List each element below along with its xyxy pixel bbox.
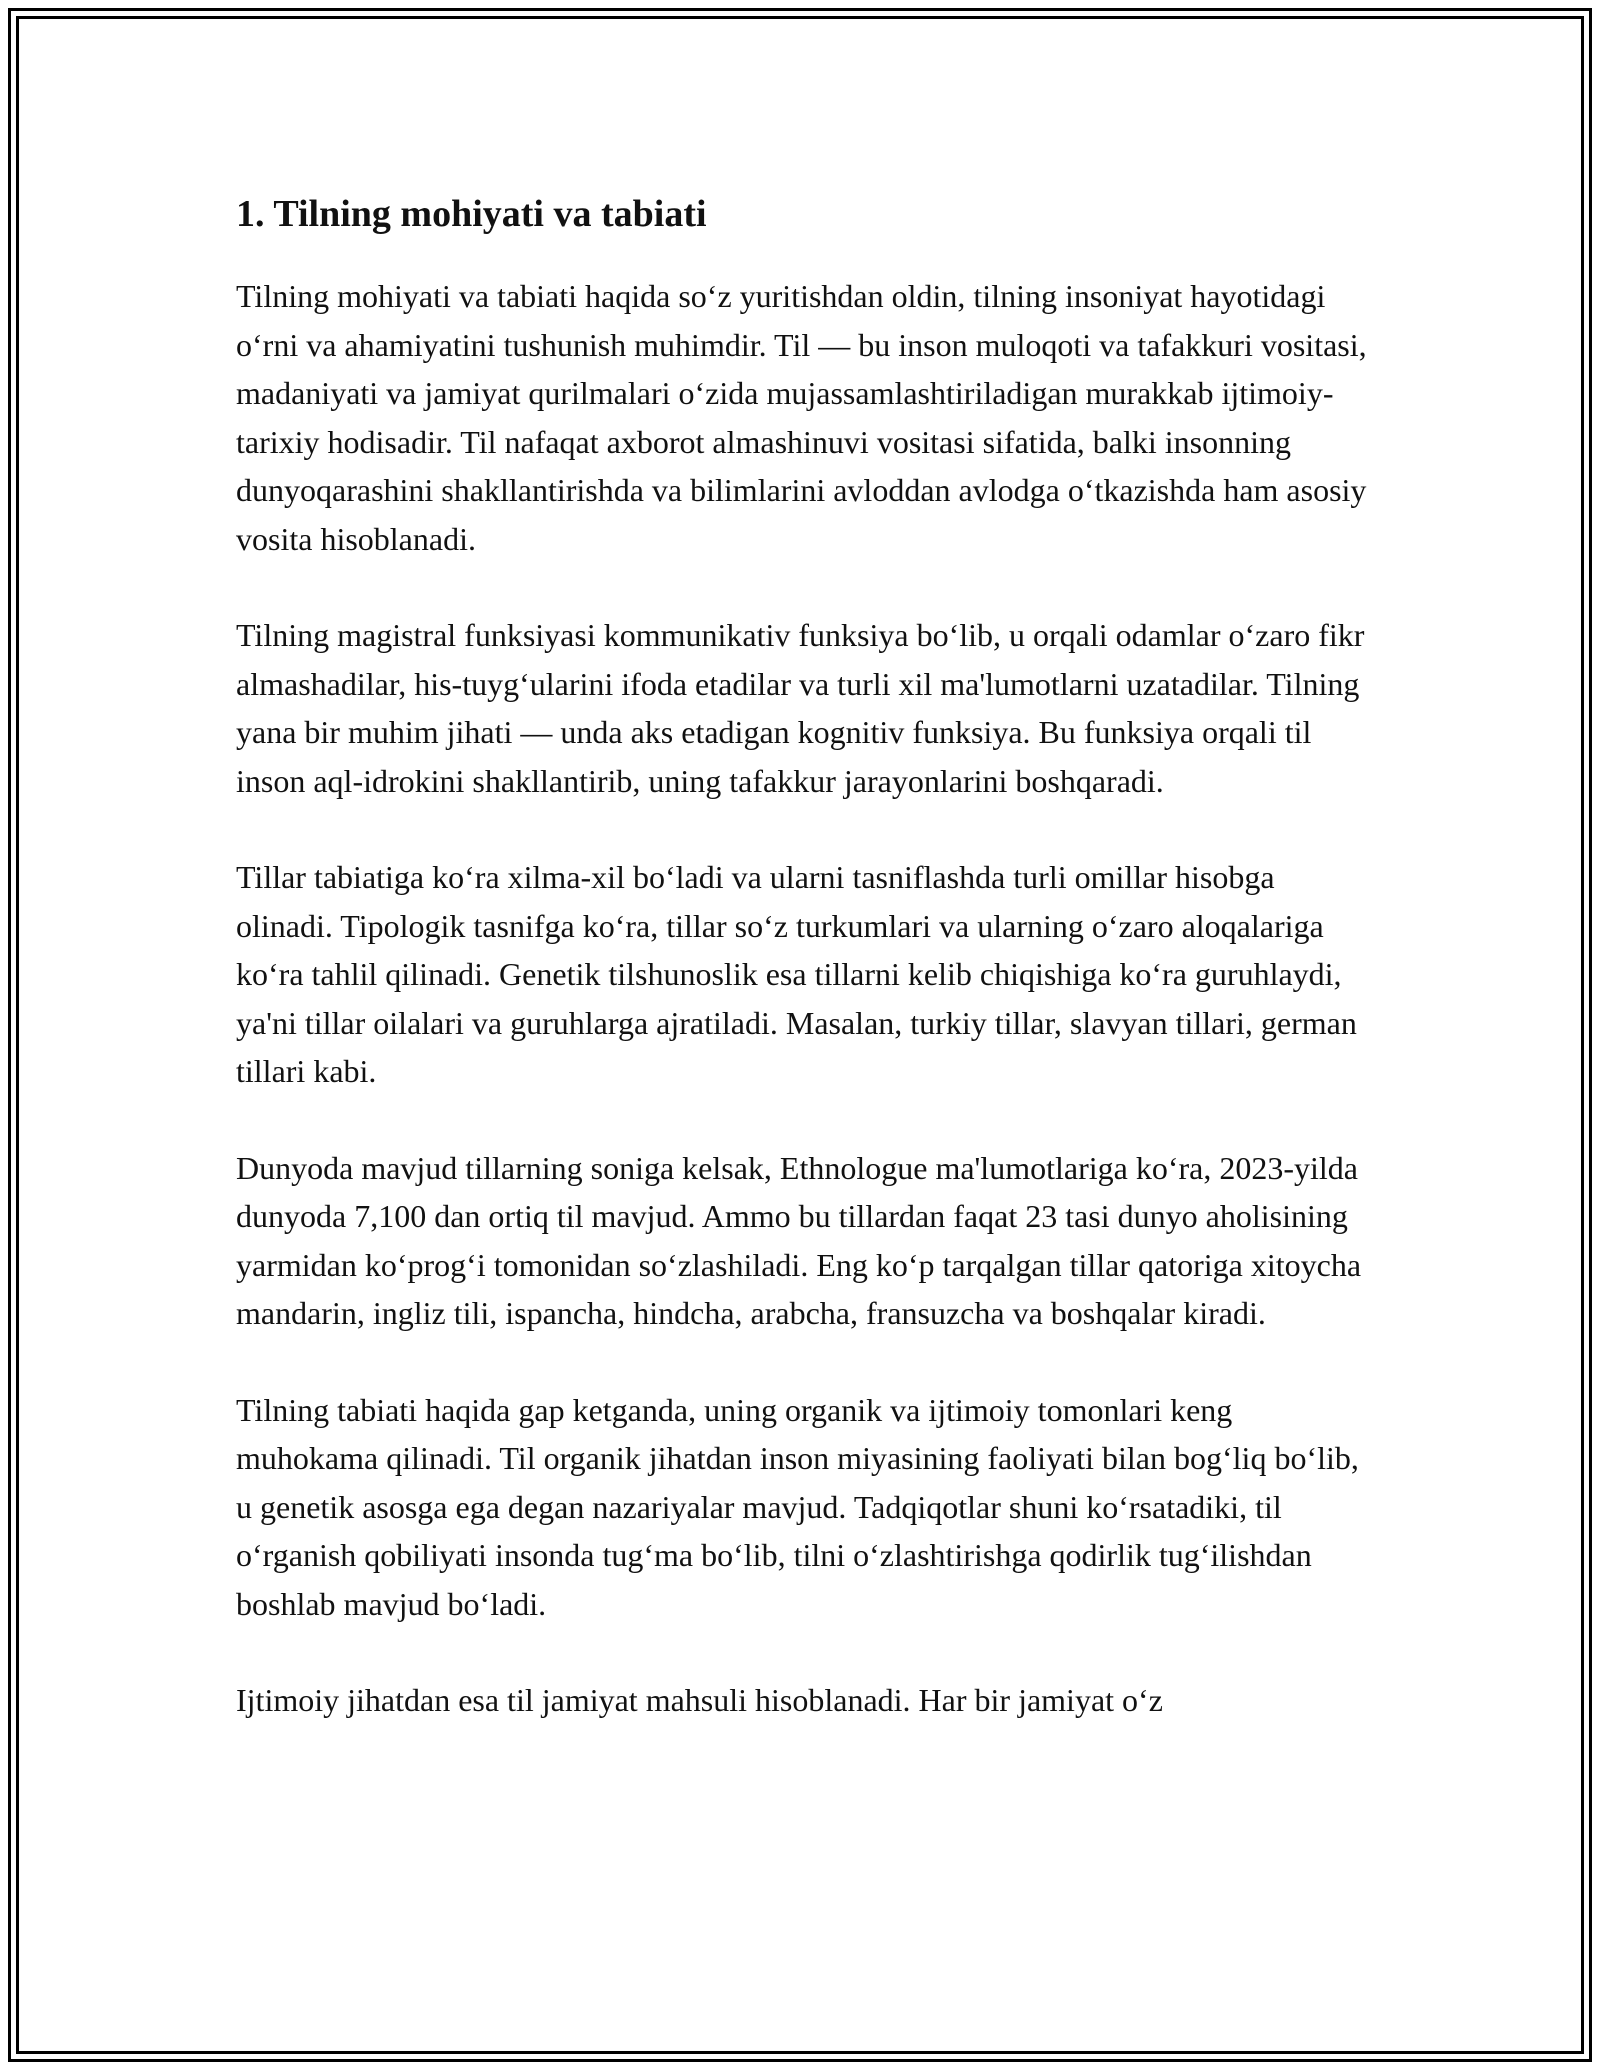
paragraph-1: Tilning mohiyati va tabiati haqida so‘z yuritishdan oldin, tilning insoniyat hayotidagi o‘rni va ahamiyatini tushunish muhimdir. Til — bu inson muloqoti va tafakkuri vositasi, madaniyati va jamiyat qurilmalari o‘zida mujassamlashtiriladigan murakkab ijtimoiy-tarixiy hodisadir. Til nafaqat axborot almashinuvi vositasi sifatida, balki insonning dunyoqarashini shakllantirishda va bilimlarini avloddan avlodga o‘tkazishda ham asosiy vosita hisoblanadi.: [236, 278, 1367, 557]
paragraph-4: Dunyoda mavjud tillarning soniga kelsak, Ethnologue ma'lumotlariga ko‘ra, 2023-yilda dunyoda 7,100 dan ortiq til mavjud. Ammo bu tillardan faqat 23 tasi dunyo aholisining yarmidan ko‘prog‘i tomonidan so‘zlashiladi. Eng ko‘p tarqalgan tillar qatoriga xitoycha mandarin, ingliz tili, ispancha, hindcha, arabcha, fransuzcha va boshqalar kiradi.: [236, 1149, 1362, 1331]
paragraph-5: Tilning tabiati haqida gap ketganda, uning organik va ijtimoiy tomonlari keng muhokama qilinadi. Til organik jihatdan inson miyasining faoliyati bilan bog‘liq bo‘lib, u genetik asosga ega degan nazariyalar mavjud. Tadqiqotlar shuni ko‘rsatadiki, til o‘rganish qobiliyati insonda tug‘ma bo‘lib, tilni o‘zlashtirishga qodirlik tug‘ilishdan boshlab mavjud bo‘ladi.: [236, 1391, 1359, 1622]
document-body: [236, 186, 1376, 1725]
paragraph-6: Ijtimoiy jihatdan esa til jamiyat mahsuli hisoblanadi. Har bir jamiyat o‘z: [236, 1682, 1163, 1718]
paragraph-3: Tillar tabiatiga ko‘ra xilma-xil bo‘ladi va ularni tasniflashda turli omillar hisobga olinadi. Tipologik tasnifga ko‘ra, tillar so‘z turkumlari va ularning o‘zaro aloqalariga ko‘ra tahlil qilinadi. Genetik tilshunoslik esa tillarni kelib chiqishiga ko‘ra guruhlaydi, ya'ni tillar oilalari va guruhlarga ajratiladi. Masalan, turkiy tillar, slavyan tillari, german tillari kabi.: [236, 859, 1357, 1089]
section-heading: 1. Tilning mohiyati va tabiati: [236, 193, 707, 235]
paragraph-2: Tilning magistral funksiyasi kommunikativ funksiya bo‘lib, u orqali odamlar o‘zaro fikr almashadilar, his-tuyg‘ularini ifoda etadilar va turli xil ma'lumotlarni uzatadilar. Tilning yana bir muhim jihati — unda aks etadigan kognitiv funksiya. Bu funksiya orqali til inson aql-idrokini shakllantirib, uning tafakkur jarayonlarini boshqaradi.: [236, 617, 1365, 799]
